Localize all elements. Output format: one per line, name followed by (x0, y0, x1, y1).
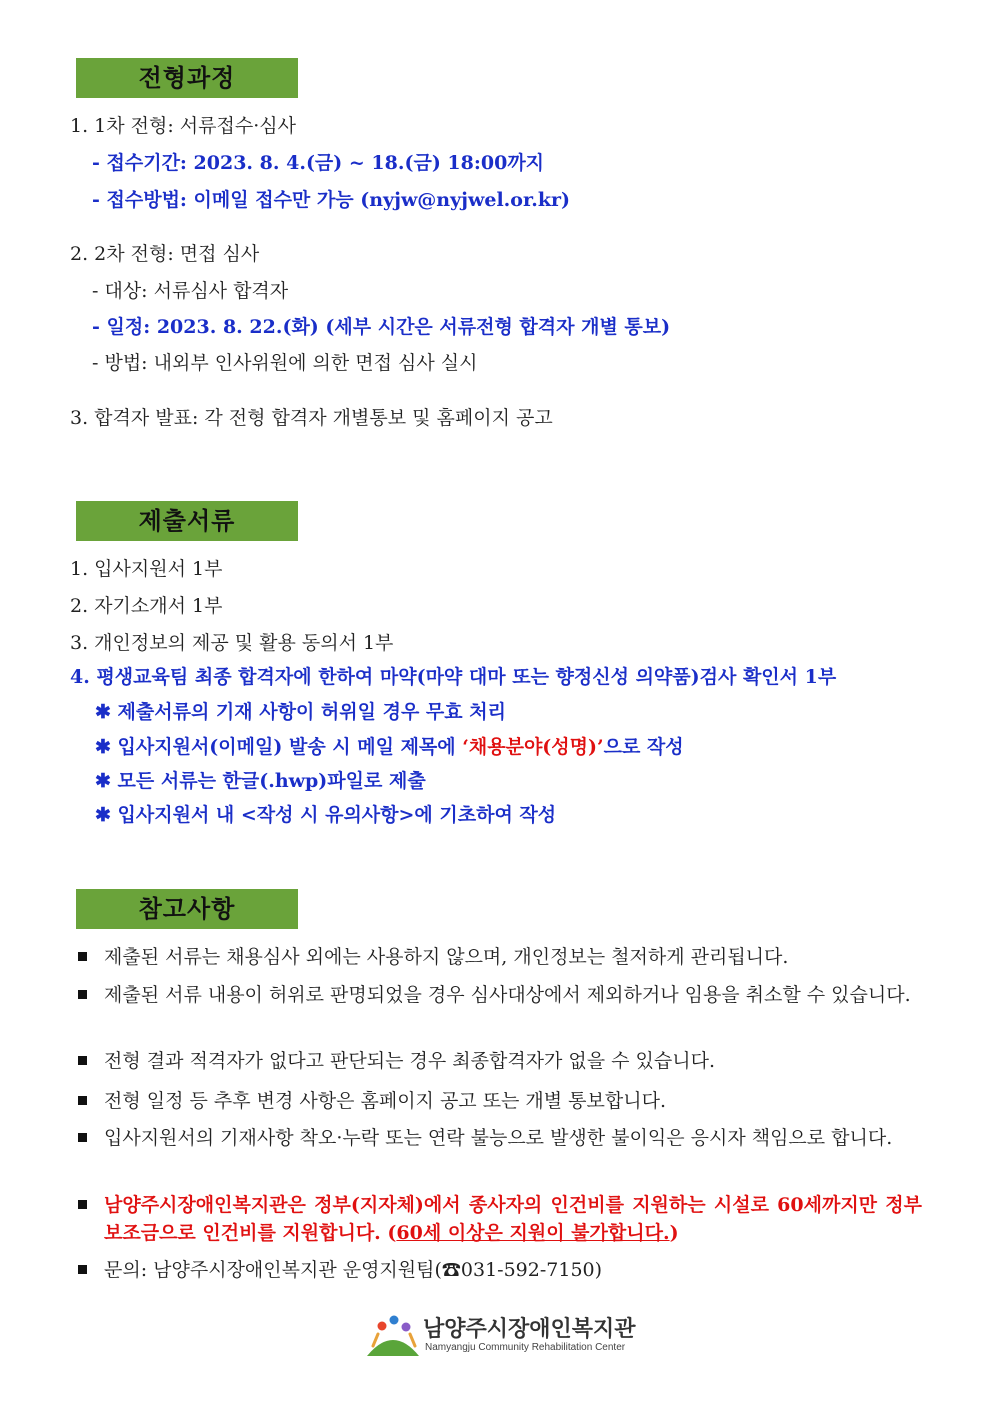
organization-logo-icon (365, 1310, 421, 1362)
document-note-3: ✱ 모든 서류는 한글(.hwp)파일로 제출 (95, 770, 426, 792)
document-note-2-highlight: ‘채용분야(성명)’ (462, 736, 604, 758)
square-bullet-icon (78, 1133, 87, 1142)
square-bullet-icon (78, 1056, 87, 1065)
document-note-2-text: ✱ 입사지원서(이메일) 발송 시 메일 제목에 (95, 736, 463, 758)
process-stage-2-target: - 대상: 서류심사 합격자 (92, 280, 289, 302)
document-item-2: 2. 자기소개서 1부 (70, 595, 223, 617)
square-bullet-icon (78, 990, 87, 999)
note-bullet-1 (78, 943, 922, 971)
process-stage-1-period: - 접수기간: 2023. 8. 4.(금) ~ 18.(금) 18:00까지 (92, 152, 545, 174)
note-bullet-4-text: 전형 일정 등 추후 변경 사항은 홈페이지 공고 또는 개별 통보합니다. (104, 1090, 666, 1112)
document-item-4: 4. 평생교육팀 최종 합격자에 한하여 마약(마약 대마 또는 향정신성 의약품)검사 확인서 1부 (70, 666, 837, 688)
organization-name: 남양주시장애인복지관 (423, 1317, 636, 1342)
note-bullet-3 (78, 1047, 922, 1075)
note-bullet-6-text (104, 1191, 922, 1247)
note-bullet-2 (78, 981, 922, 1009)
note-bullet-6 (78, 1191, 922, 1247)
process-stage-1-method: - 접수방법: 이메일 접수만 가능 (nyjw@nyjwel.or.kr) (92, 189, 571, 211)
note-bullet-6-underlined: 60세 이상은 지원이 불가합니다. (396, 1222, 670, 1244)
document-note-4: ✱ 입사지원서 내 <작성 시 유의사항>에 기초하여 작성 (95, 804, 557, 826)
note-bullet-4 (78, 1087, 922, 1115)
document-item-3: 3. 개인정보의 제공 및 활용 동의서 1부 (70, 632, 394, 654)
organization-logo (365, 1310, 635, 1362)
note-bullet-6-main: 남양주시장애인복지관은 정부(지자체)에서 종사자의 인건비를 지원하는 시설로 60세까지만 정부 보조금으로 인건비를 지원합니다. ( (104, 1194, 922, 1244)
square-bullet-icon (78, 1200, 87, 1209)
note-bullet-5 (78, 1124, 922, 1152)
note-bullet-6-end: ) (669, 1222, 679, 1244)
document-item-1: 1. 입사지원서 1부 (70, 558, 223, 580)
section-title-notes: 참고사항 (76, 889, 298, 929)
note-bullet-2-text: 제출된 서류 내용이 허위로 판명되었을 경우 심사대상에서 제외하거나 임용을 취소할 수 있습니다. (104, 984, 911, 1006)
document-note-1: ✱ 제출서류의 기재 사항이 허위일 경우 무효 처리 (95, 701, 506, 723)
note-bullet-7-text: 문의: 남양주시장애인복지관 운영지원팀(☎031-592-7150) (104, 1259, 603, 1281)
process-stage-2-method: - 방법: 내외부 인사위원에 의한 면접 심사 실시 (92, 352, 478, 374)
document-note-2 (95, 734, 684, 760)
section-title-documents: 제출서류 (76, 501, 298, 541)
document-note-2-suffix: 으로 작성 (603, 736, 684, 758)
square-bullet-icon (78, 1096, 87, 1105)
note-bullet-3-text: 전형 결과 적격자가 없다고 판단되는 경우 최종합격자가 없을 수 있습니다. (104, 1050, 716, 1072)
square-bullet-icon (78, 952, 87, 961)
process-stage-2-date: - 일정: 2023. 8. 22.(화) (세부 시간은 서류전형 합격자 개별 통보) (92, 316, 671, 338)
square-bullet-icon (78, 1265, 87, 1274)
section-title-process: 전형과정 (76, 58, 298, 98)
note-bullet-7 (78, 1256, 922, 1284)
process-stage-1: 1. 1차 전형: 서류접수·심사 (70, 115, 296, 137)
process-stage-2: 2. 2차 전형: 면접 심사 (70, 243, 260, 265)
process-stage-3: 3. 합격자 발표: 각 전형 합격자 개별통보 및 홈페이지 공고 (70, 407, 553, 429)
organization-name-english: Namyangju Community Rehabilitation Center (425, 1342, 626, 1353)
note-bullet-5-text: 입사지원서의 기재사항 착오·누락 또는 연락 불능으로 발생한 불이익은 응시자 책임으로 합니다. (104, 1127, 893, 1149)
note-bullet-1-text: 제출된 서류는 채용심사 외에는 사용하지 않으며, 개인정보는 철저하게 관리됩니다. (104, 946, 789, 968)
